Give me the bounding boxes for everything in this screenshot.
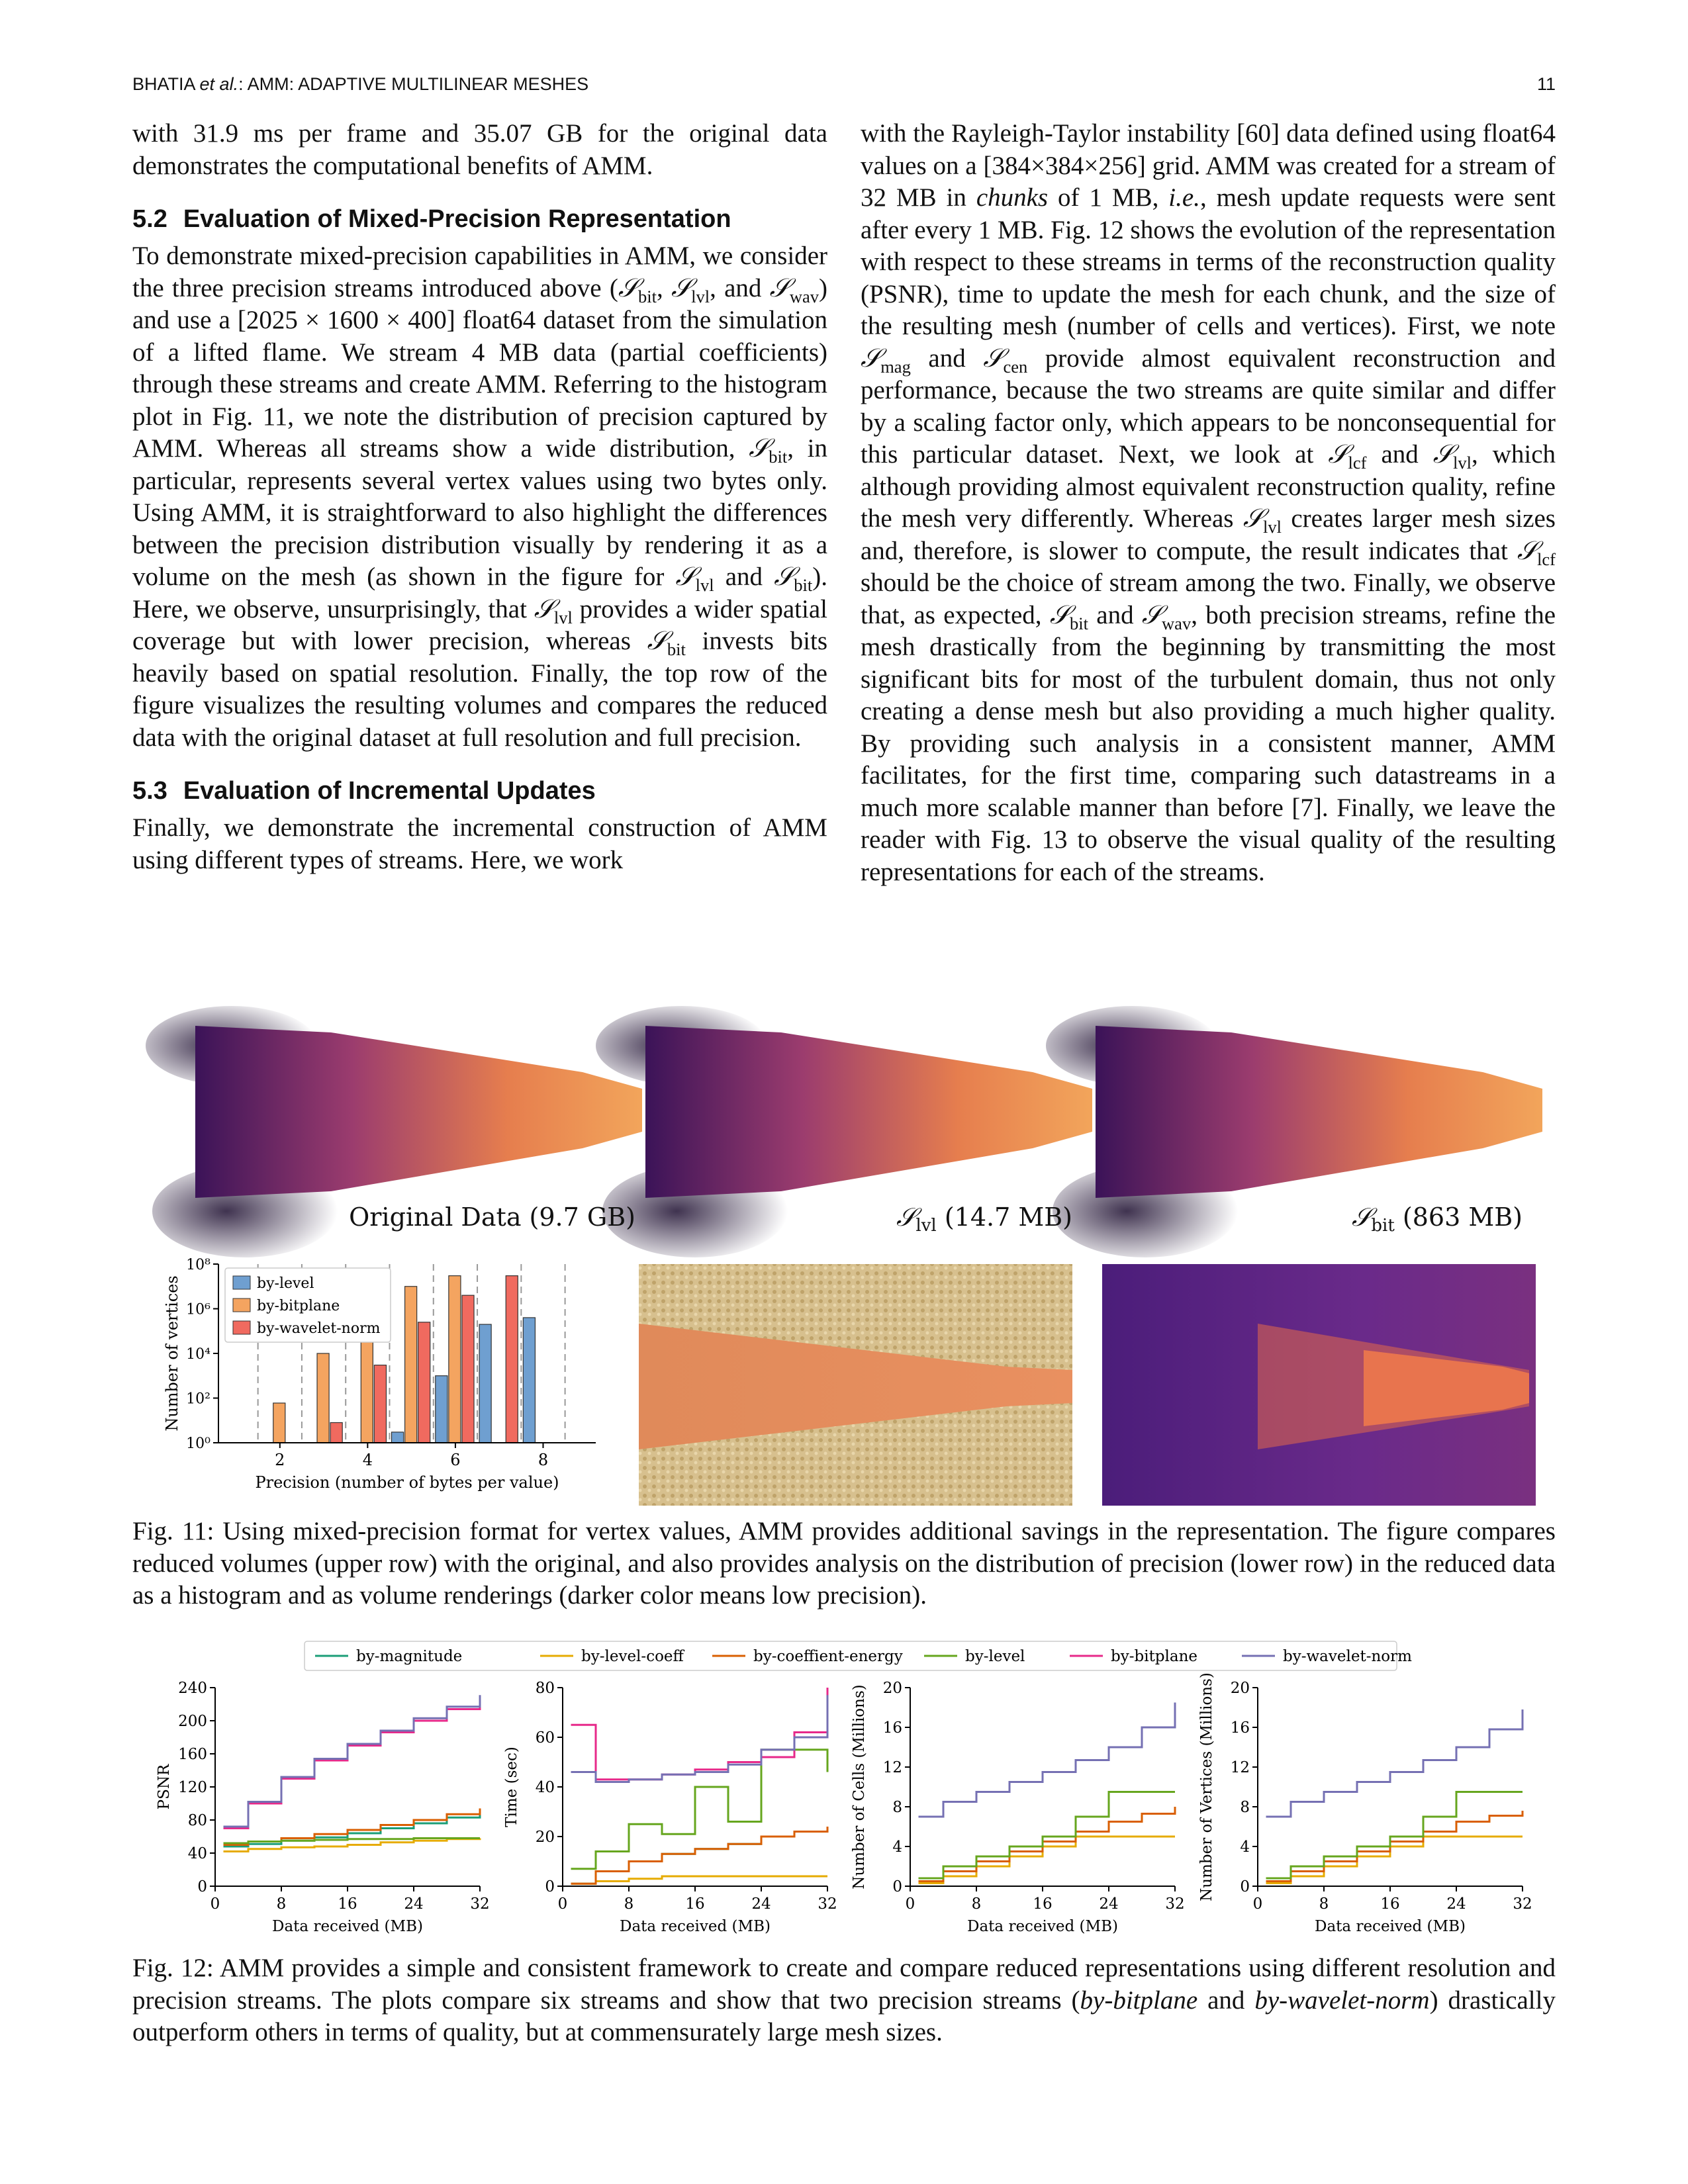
histogram-bar [436,1376,447,1443]
x-tick-label: 8 [1319,1895,1329,1913]
line-chart-legend [305,1641,1412,1670]
y-tick-label: 10² [186,1390,211,1408]
histogram-legend [225,1268,391,1342]
figure-11-graphic [132,993,1556,1509]
line-panel [156,1680,490,1935]
legend-entry: by-level [257,1275,314,1292]
y-tick-label: 20 [882,1680,902,1697]
series-line [571,1876,828,1884]
y-axis-label: PSNR [156,1764,173,1810]
histogram-bar [506,1276,518,1443]
line-panel [1198,1672,1532,1935]
left-column [132,118,827,876]
series-line [1266,1837,1523,1884]
label-lvl: 𝒮$_{lvl}$ (14.7 MB) [896,1203,1072,1236]
legend-entry: by-bitplane [1111,1648,1198,1665]
legend-entry: by-wavelet-norm [1283,1648,1412,1665]
legend-entry: by-bitplane [257,1298,340,1314]
section-5-2-heading: 5.2 Evaluation of Mixed-Precision Representation [132,205,731,233]
legend-swatch [233,1298,250,1312]
x-tick-label: 8 [538,1451,549,1469]
x-tick-label: 8 [624,1895,634,1913]
x-tick-label: 0 [557,1895,568,1913]
y-tick-label: 160 [178,1746,207,1763]
y-tick-label: 60 [535,1729,555,1747]
figure-12 [132,1635,1556,1946]
y-tick-label: 10⁴ [186,1346,211,1363]
x-tick-label: 16 [1380,1895,1400,1913]
y-tick-label: 40 [187,1845,207,1862]
x-tick-label: 0 [905,1895,915,1913]
y-tick-label: 8 [892,1799,902,1816]
x-axis-label: Data received (MB) [620,1918,771,1935]
line-panel [851,1680,1185,1935]
histogram-bar [418,1322,430,1443]
legend-swatch [233,1276,250,1289]
histogram-bar [479,1324,491,1443]
x-tick-label: 16 [685,1895,705,1913]
figure-11 [132,993,1556,1509]
y-tick-label: 20 [1230,1680,1250,1697]
y-tick-label: 0 [545,1878,555,1895]
section-5-3-paragraph: Finally, we demonstrate the incremental construction of AMM using different types of streams. Here, we work [132,813,827,874]
series-line [1266,1709,1523,1817]
y-tick-label: 120 [178,1779,207,1796]
series-line [919,1837,1176,1884]
histogram-bar [392,1432,404,1443]
histogram-bar [330,1423,342,1443]
x-tick-label: 32 [1165,1895,1185,1913]
series-line [571,1750,828,1869]
y-tick-label: 16 [882,1719,902,1737]
series-line [919,1703,1176,1817]
right-column-paragraph: with the Rayleigh-Taylor instability [60] data defined using float64 values on a [384×384×256] grid. AMM was created for a stream of 32 MB in chunks of 1 MB, i.e., mesh update requests were sent after every 1 MB. Fig. 12 shows the evolution of the representation with respect to these streams in terms of the reconstruction quality (PSNR), time to update the mesh for each chunk, and the size of the resulting mesh (number of cells and vertices). First, we note 𝒮$_{mag}$ and 𝒮$_{cen}$ provide almost equivalent reconstruction and performance, because the two streams are quite similar and differ by a scaling factor only, which appears to be nonconsequential for this particular dataset. Next, we look at 𝒮$_{lcf}$ and 𝒮$_{lvl}$, which although providing almost equivalent reconstruction quality, refine the mesh very differently. Whereas 𝒮$_{lvl}$ creates larger mesh sizes and, therefore, is slower to compute, the result indicates that 𝒮$_{lcf}$ should be the choice of stream among the two. Finally, we observe that, as expected, 𝒮$_{bit}$ and 𝒮$_{wav}$, both precision streams, refine the mesh drastically from the beginning by transmitting the most significant bits for most of the turbulent domain, thus not only creating a dense mesh but also providing a much higher quality. By providing such analysis in a consistent manner, AMM facilitates, for the first time, comparing such datastreams in a much more scalable manner than before [7]. Finally, we leave the reader with Fig. 13 to observe the visual quality of the resulting representations for each of the streams. [861,119,1556,886]
x-tick-label: 16 [338,1895,357,1913]
x-tick-label: 32 [818,1895,837,1913]
series-line [224,1695,481,1827]
x-axis-label: Data received (MB) [272,1918,423,1935]
series-line [1266,1792,1523,1879]
series-line [571,1688,828,1780]
legend-entry: by-wavelet-norm [257,1320,381,1337]
series-line [919,1807,1176,1882]
legend-swatch [233,1321,250,1334]
y-tick-label: 8 [1240,1799,1250,1816]
x-tick-label: 4 [362,1451,373,1469]
x-tick-label: 24 [1099,1895,1119,1913]
histogram-bar [374,1365,386,1443]
y-tick-label: 40 [535,1779,555,1796]
series-line [919,1807,1176,1882]
x-tick-label: 8 [971,1895,982,1913]
label-bit: 𝒮$_{bit}$ (863 MB) [1351,1203,1523,1236]
precision-histogram [163,1257,596,1492]
y-axis-label: Number of Vertices (Millions) [1198,1672,1215,1901]
histogram-bar [462,1295,474,1443]
series-line [571,1827,828,1884]
running-head-title: BHATIA et al.: AMM: ADAPTIVE MULTILINEAR MESHES [132,74,589,94]
label-original: Original Data (9.7 GB) [349,1203,635,1232]
histogram-bar [317,1353,329,1443]
figure-12-graphic [132,1635,1556,1946]
legend-entry: by-coeffient-energy [753,1648,903,1665]
figure-11-caption: Fig. 11: Using mixed-precision format for vertex values, AMM provides additional savings in the representation. The figure compares reduced volumes (upper row) with the original, and also provides analysis on the distribution of precision (lower row) in the reduced data as a histogram and as volume renderings (darker color means low precision). [132,1517,1556,1610]
x-tick-label: 32 [1513,1895,1532,1913]
y-tick-label: 16 [1230,1719,1250,1737]
y-tick-label: 10⁶ [186,1301,211,1318]
histogram-bar [405,1287,417,1443]
y-tick-label: 4 [1240,1839,1250,1856]
x-axis-label: Data received (MB) [1315,1918,1466,1935]
running-head [132,74,1556,101]
x-axis-label: Data received (MB) [967,1918,1118,1935]
volume-lvl [639,1264,1072,1506]
x-tick-label: 32 [470,1895,490,1913]
y-tick-label: 0 [197,1878,207,1895]
page-number: 11 [1536,74,1556,94]
x-tick-label: 0 [1252,1895,1263,1913]
x-tick-label: 2 [275,1451,285,1469]
legend-entry: by-magnitude [356,1648,463,1665]
y-tick-label: 240 [178,1680,207,1697]
volume-bit [1102,1264,1536,1506]
y-tick-label: 4 [892,1839,902,1856]
x-tick-label: 24 [1446,1895,1466,1913]
figure-12-caption: Fig. 12: AMM provides a simple and consistent framework to create and compare reduced representations using different resolution and precision streams. The plots compare six streams and show that two precision streams (by-bitplane and by-wavelet-norm) drastically outperform others in terms of quality, but at commensurately large mesh sizes. [132,1954,1556,2046]
y-tick-label: 12 [882,1759,902,1776]
y-tick-label: 10⁸ [186,1257,211,1273]
right-column [861,118,1556,888]
series-line [919,1703,1176,1817]
x-tick-label: 0 [210,1895,220,1913]
histogram-bar [273,1403,285,1443]
y-axis-label: Number of vertices [163,1275,181,1432]
y-tick-label: 20 [535,1829,555,1846]
y-axis-label: Number of Cells (Millions) [851,1684,868,1889]
y-tick-label: 0 [1240,1878,1250,1895]
intro-paragraph: with 31.9 ms per frame and 35.07 GB for the original data demonstrates the computational benefits of AMM. [132,119,827,180]
series-line [919,1792,1176,1879]
series-line [1266,1709,1523,1817]
legend-entry: by-level-coeff [581,1648,684,1665]
y-tick-label: 200 [178,1713,207,1730]
section-5-2-paragraph: To demonstrate mixed-precision capabilities in AMM, we consider the three precision streams introduced above (𝒮$_{bit}$, 𝒮$_{lvl}$, and 𝒮$_{wav}$) and use a [2025 × 1600 × 400] float64 dataset from the simulation of a lifted flame. We stream 4 MB data (partial coefficients) through these streams and create AMM. Referring to the histogram plot in Fig. 11, we note the distribution of precision captured by AMM. Whereas all streams show a wide distribution, 𝒮$_{bit}$, in particular, represents several vertex values using two bytes only. Using AMM, it is straightforward to also highlight the differences between the precision distribution visually by rendering it as a volume on the mesh (as shown in the figure for 𝒮$_{lvl}$ and 𝒮$_{bit}$). Here, we observe, unsurprisingly, that 𝒮$_{lvl}$ provides a wider spatial coverage but with lower precision, whereas 𝒮$_{bit}$ invests bits heavily based on spatial resolution. Finally, the top row of the figure visualizes the resulting volumes and compares the reduced data with the original dataset at full resolution and full precision. [132,242,828,752]
x-axis-label: Precision (number of bytes per value) [255,1473,559,1492]
line-panel [503,1680,837,1935]
x-tick-label: 24 [751,1895,771,1913]
legend-entry: by-level [965,1648,1025,1665]
histogram-bar [449,1276,461,1443]
x-tick-label: 6 [450,1451,461,1469]
series-line [224,1698,481,1829]
histogram-bar [523,1318,535,1443]
section-5-3-heading: 5.3 Evaluation of Incremental Updates [132,777,596,805]
x-tick-label: 8 [276,1895,287,1913]
y-tick-label: 80 [187,1812,207,1829]
series-line [571,1827,828,1884]
x-tick-label: 24 [404,1895,424,1913]
y-tick-label: 12 [1230,1759,1250,1776]
y-axis-label: Time (sec) [503,1747,520,1827]
y-tick-label: 10⁰ [186,1435,211,1452]
y-tick-label: 0 [892,1878,902,1895]
y-tick-label: 80 [535,1680,555,1697]
x-tick-label: 16 [1033,1895,1053,1913]
